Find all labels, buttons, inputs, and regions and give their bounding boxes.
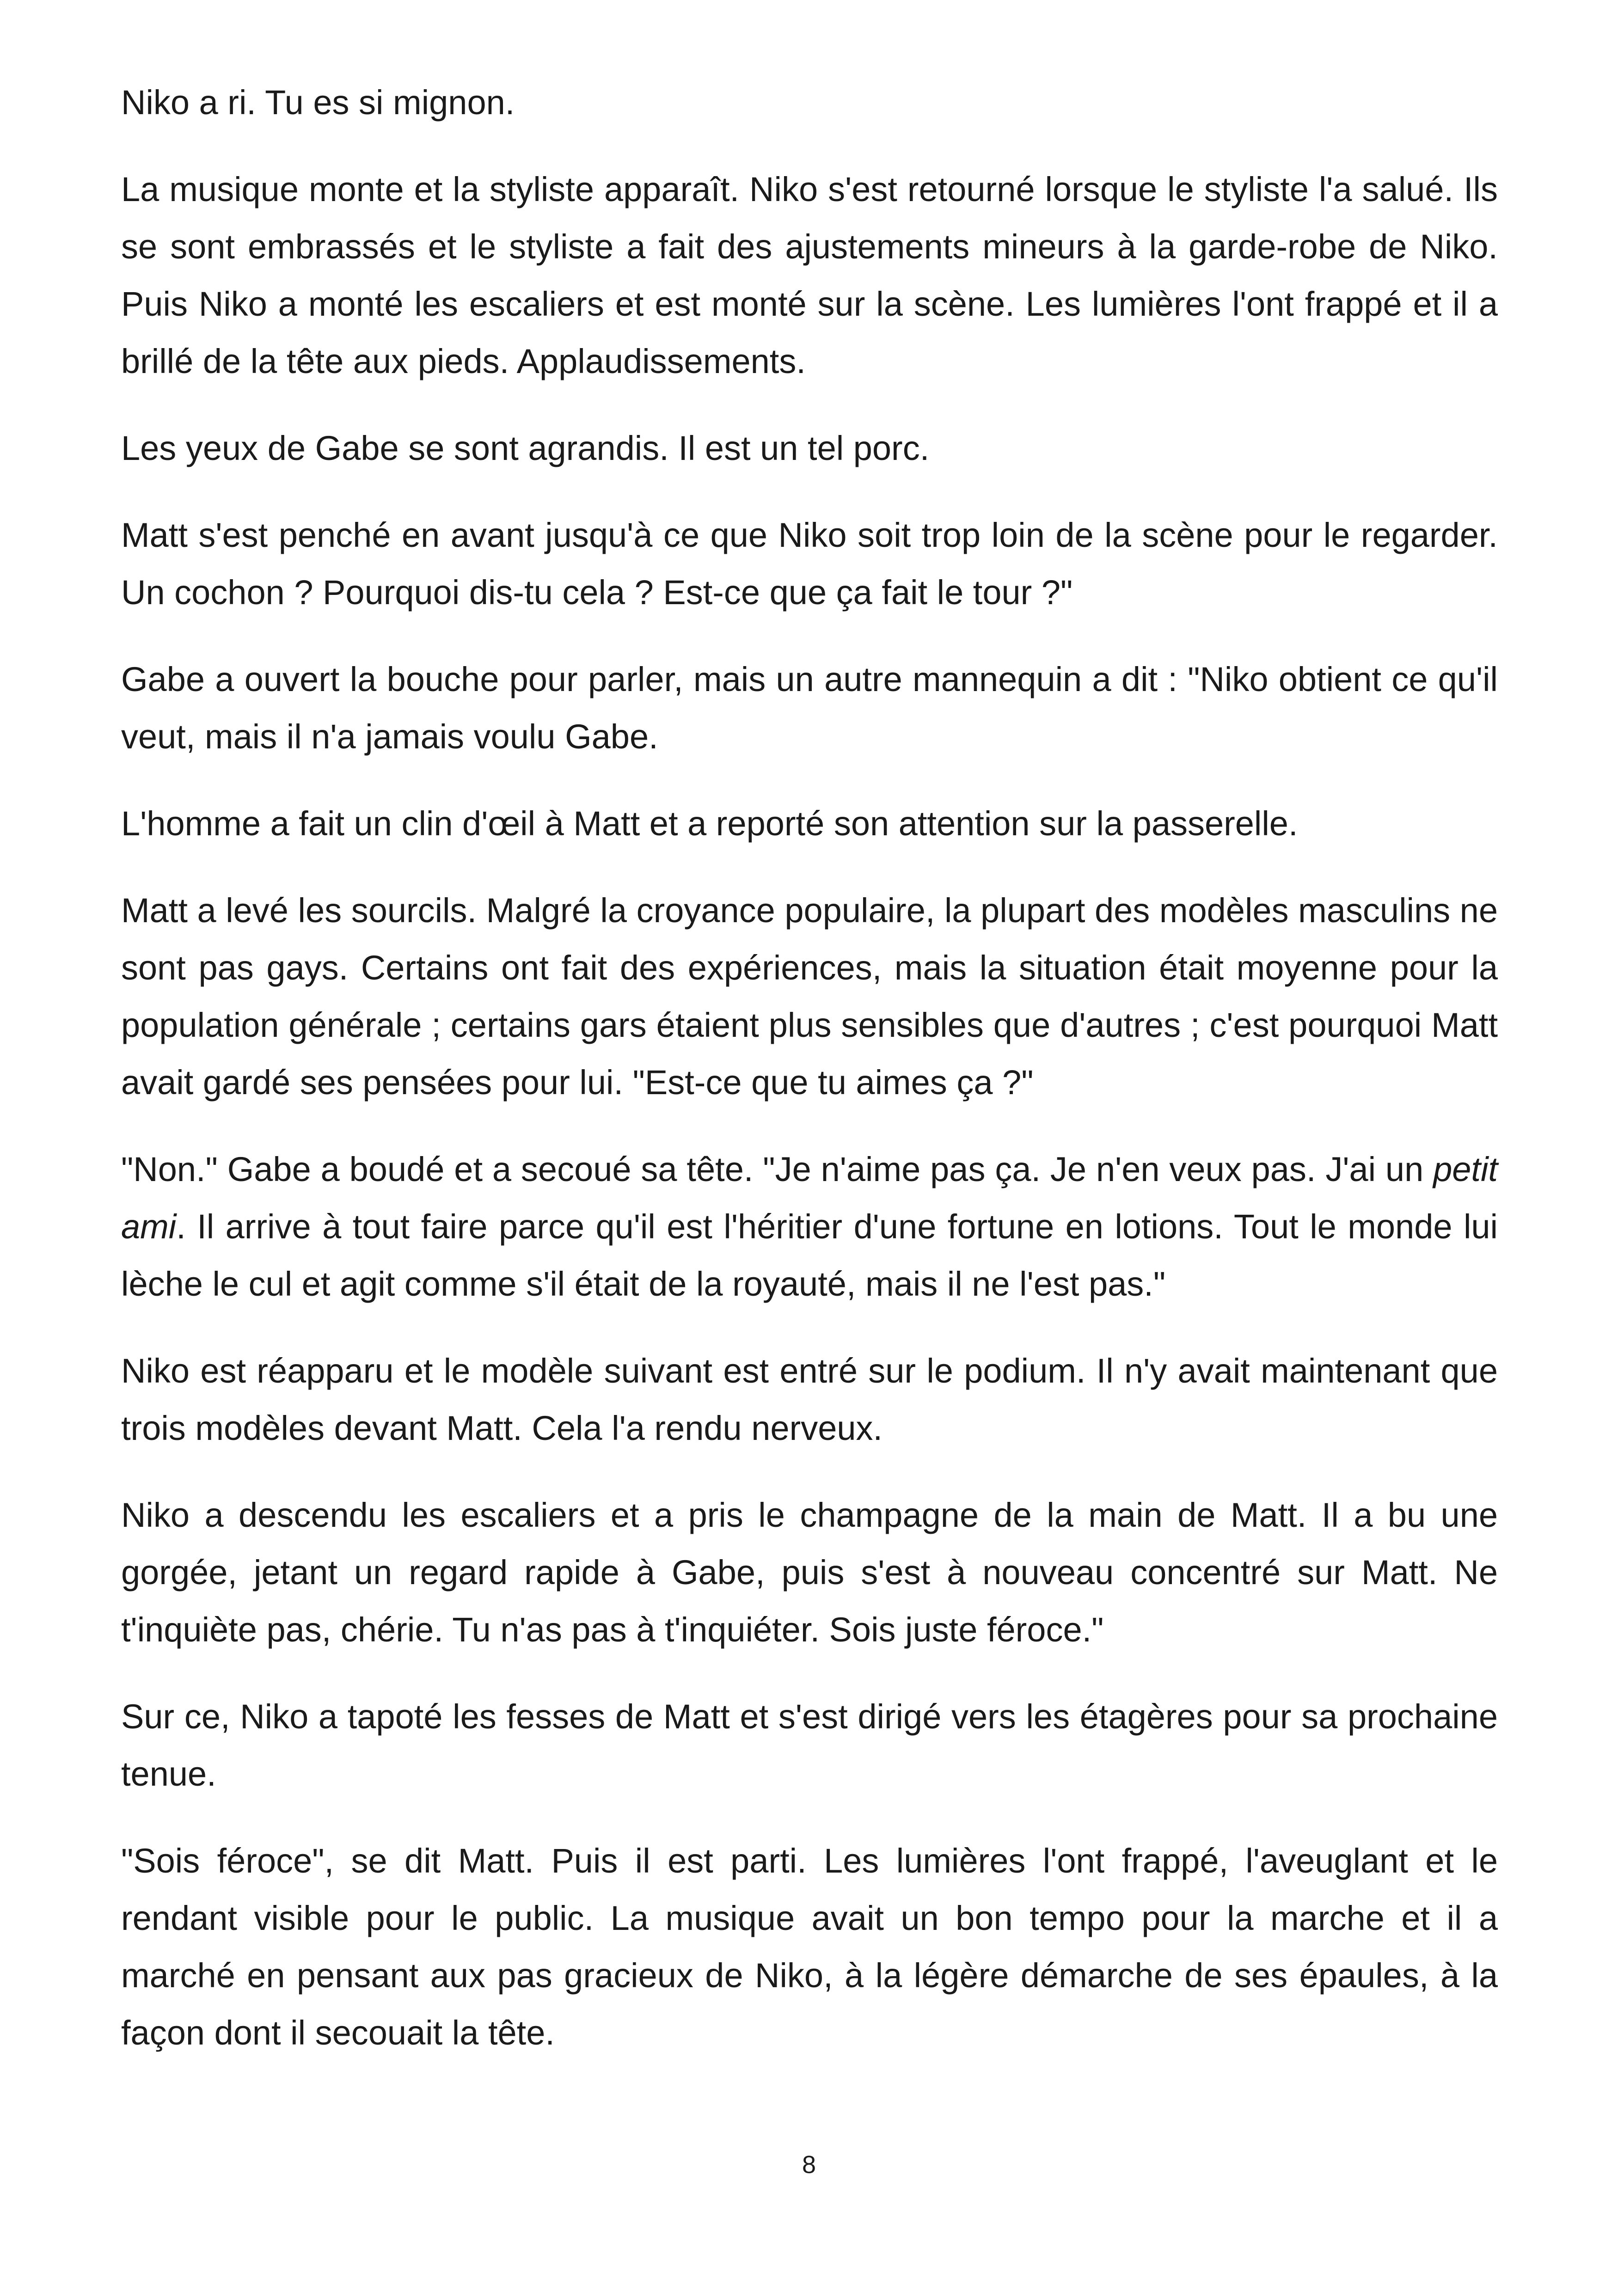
paragraph-12: "Sois féroce", se dit Matt. Puis il est parti. Les lumières l'ont frappé, l'aveuglant et le rendant visible pour le public. La musique avait un bon tempo pour la marche et il a marché en pensant aux pas gracieux de Niko, à la légère démarche de ses épaules, à la façon dont il secouait la tête. [121, 1842, 1498, 2052]
paragraph-10: Niko a descendu les escaliers et a pris le champagne de la main de Matt. Il a bu une gorgée, jetant un regard rapide à Gabe, puis s'est à nouveau concentré sur Matt. Ne t'inquiète pas, chérie. Tu n'as pas à t'inquiéter. Sois juste féroce." [121, 1496, 1498, 1649]
paragraph-8-text-after: . Il arrive à tout faire parce qu'il est l'héritier d'une fortune en lotions. Tout le monde lui lèche le cul et agit comme s'il était de la royauté, mais il ne l'est pas." [121, 1207, 1498, 1303]
page-number: 8 [802, 2151, 816, 2179]
paragraph-1: Niko a ri. Tu es si mignon. [121, 83, 515, 122]
paragraph-9: Niko est réapparu et le modèle suivant est entré sur le podium. Il n'y avait maintenant que trois modèles devant Matt. Cela l'a rendu nerveux. [121, 1352, 1498, 1447]
paragraph-8-text-before: "Non." Gabe a boudé et a secoué sa tête. "Je n'aime pas ça. Je n'en veux pas. J'ai un [121, 1150, 1434, 1188]
paragraph-7: Matt a levé les sourcils. Malgré la croyance populaire, la plupart des modèles masculins ne sont pas gays. Certains ont fait des expériences, mais la situation était moyenne pour la population générale ; certains gars étaient plus sensibles que d'autres ; c'est pourquoi Matt avait gardé ses pensées pour lui. "Est-ce que tu aimes ça ?" [121, 891, 1498, 1102]
paragraph-8-italic-text: petit ami [121, 1150, 1498, 1246]
paragraph-3: Les yeux de Gabe se sont agrandis. Il est un tel porc. [121, 429, 930, 467]
paragraph-6: L'homme a fait un clin d'œil à Matt et a reporté son attention sur la passerelle. [121, 804, 1298, 843]
paragraph-2: La musique monte et la styliste apparaît. Niko s'est retourné lorsque le styliste l'a salué. Ils se sont embrassés et le styliste a fait des ajustements mineurs à la garde-robe de Niko. Puis Niko a monté les escaliers et est monté sur la scène. Les lumières l'ont frappé et il a brillé de la tête aux pieds. Applaudissements. [121, 170, 1498, 380]
body-text [121, 74, 1498, 2062]
paragraph-11: Sur ce, Niko a tapoté les fesses de Matt et s'est dirigé vers les étagères pour sa prochaine tenue. [121, 1697, 1498, 1793]
paragraph-5: Gabe a ouvert la bouche pour parler, mais un autre mannequin a dit : "Niko obtient ce qu'il veut, mais il n'a jamais voulu Gabe. [121, 660, 1498, 756]
paragraph-4: Matt s'est penché en avant jusqu'à ce que Niko soit trop loin de la scène pour le regarder. Un cochon ? Pourquoi dis-tu cela ? Est-ce que ça fait le tour ?" [121, 516, 1498, 612]
paragraph-8 [121, 1141, 1498, 1313]
